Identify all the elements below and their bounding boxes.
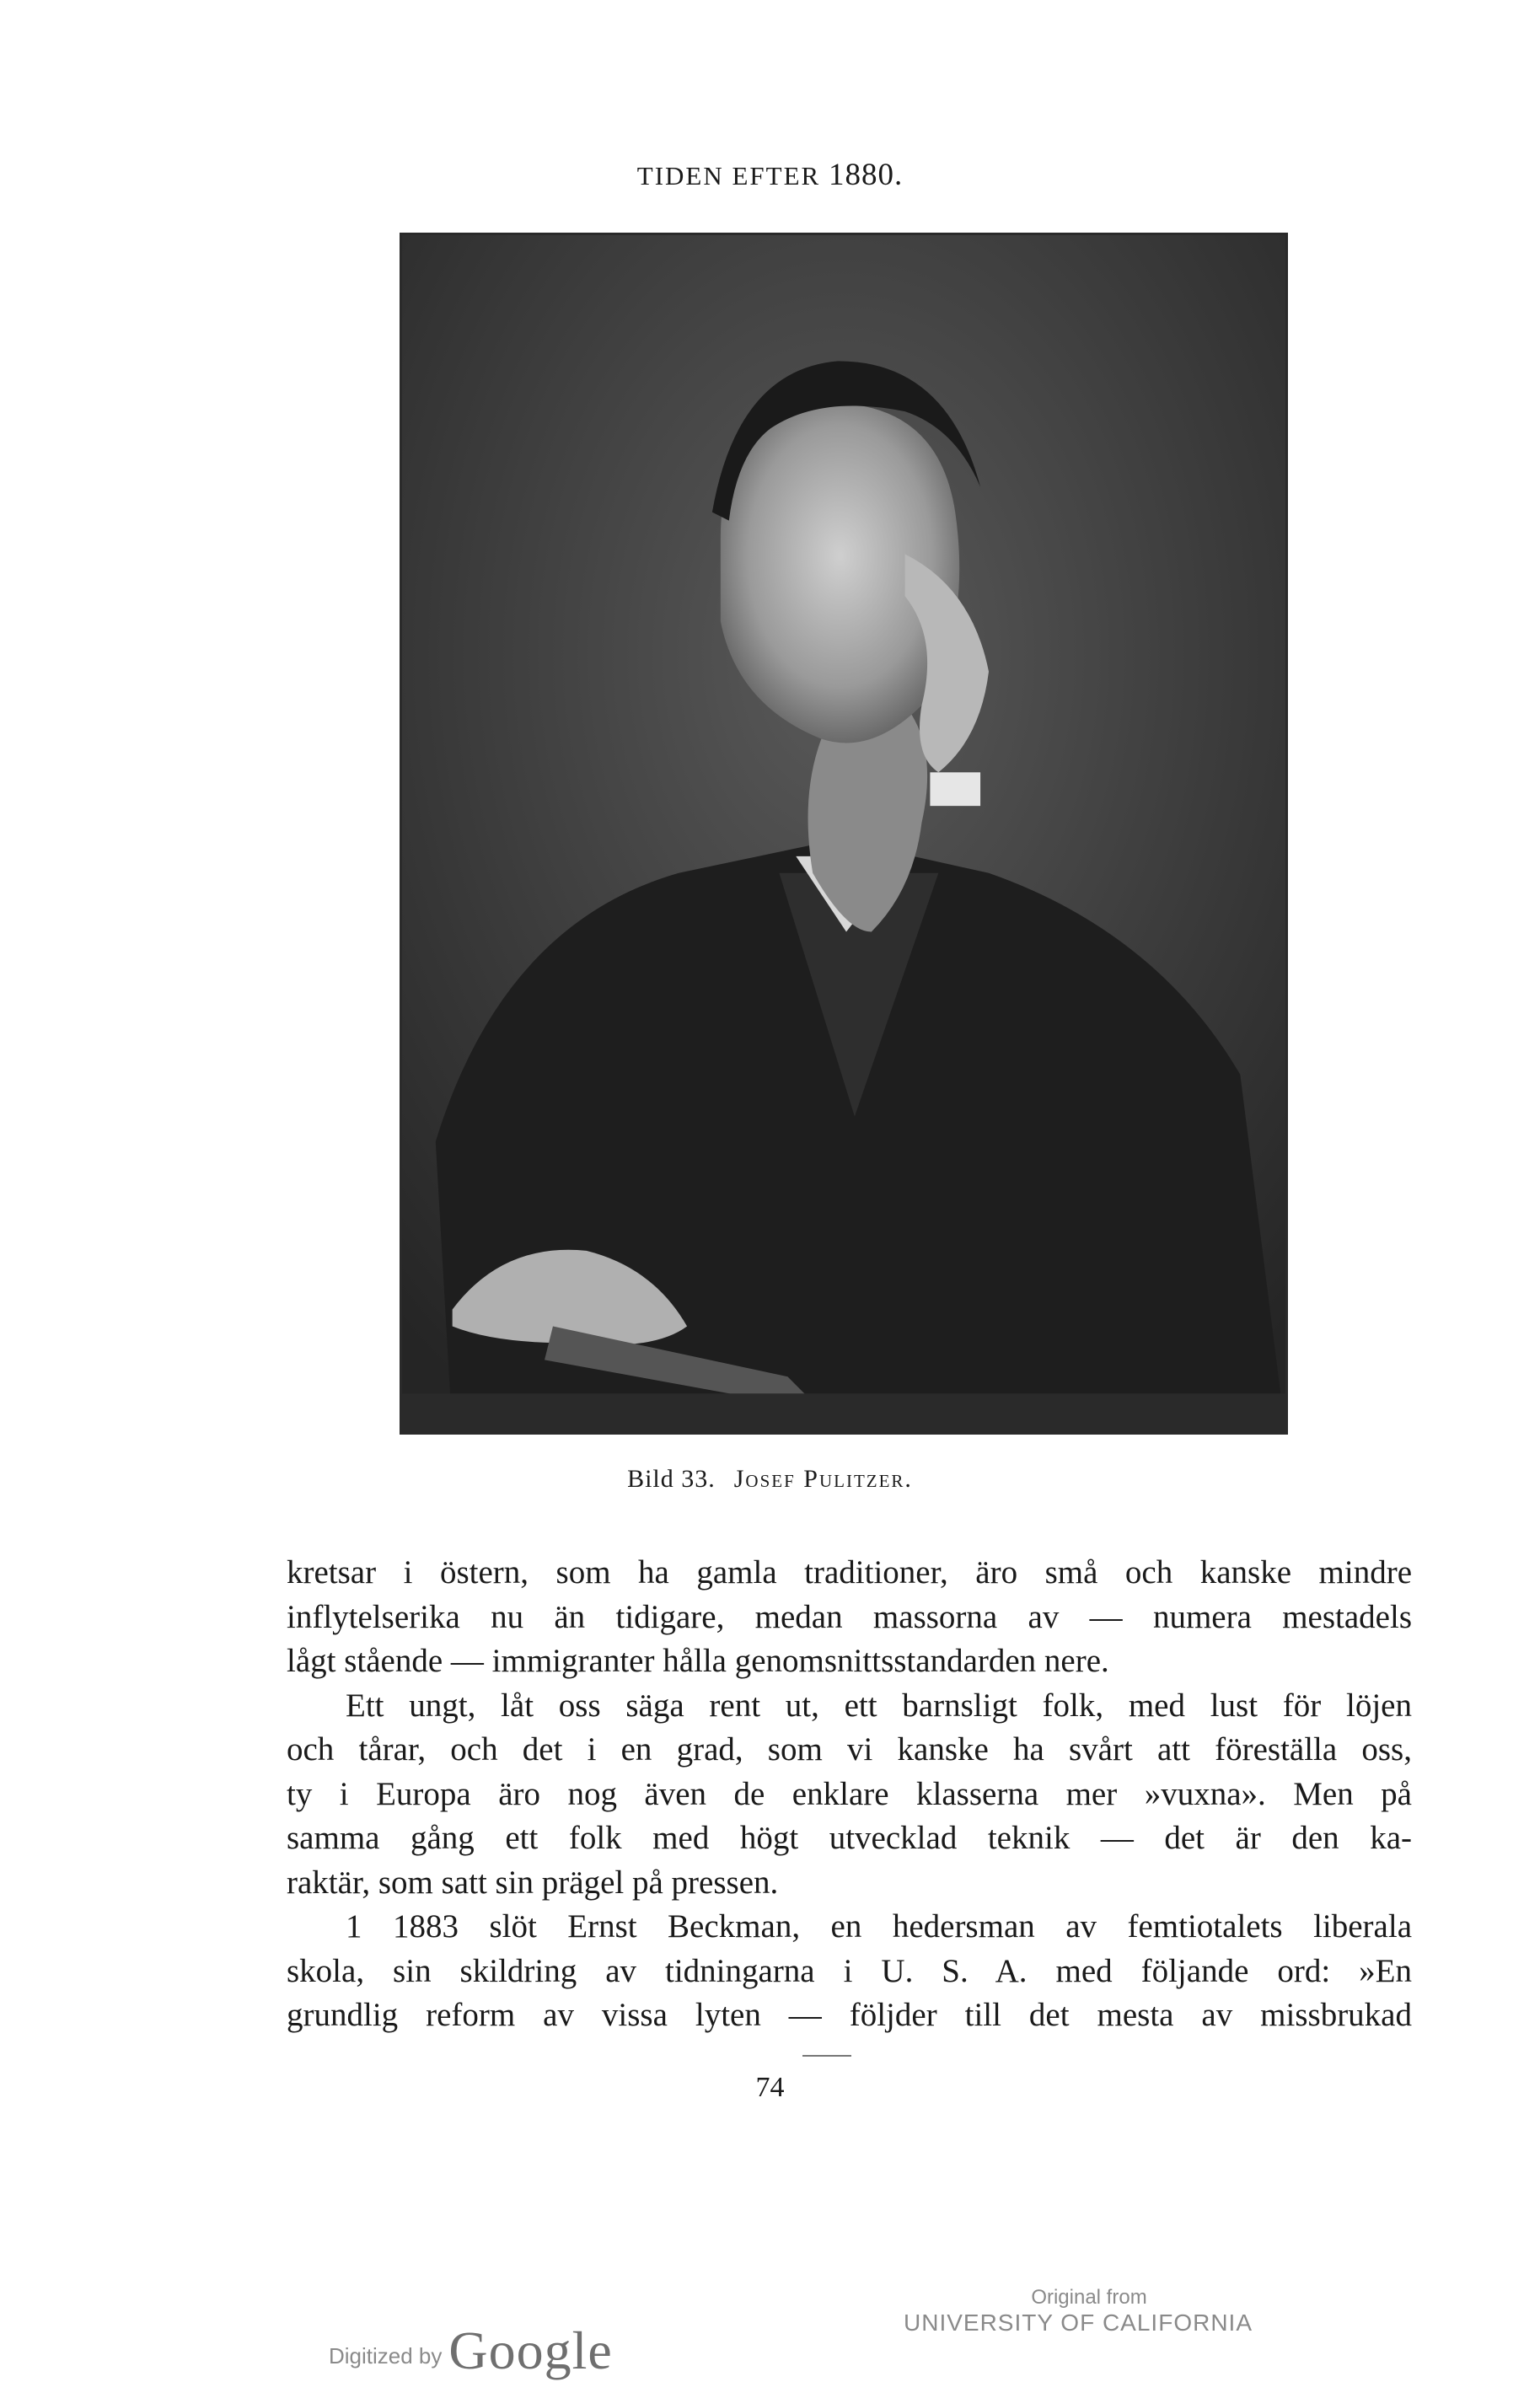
text-line: Ett ungt, låt oss säga rent ut, ett barnsligt folk, med lust för löjen — [346, 1687, 1412, 1724]
caption-label: Bild 33. — [627, 1465, 716, 1493]
google-logo: Google — [448, 2320, 613, 2380]
original-from-mark — [904, 2286, 1253, 2336]
running-head — [0, 157, 1540, 193]
portrait-plate — [400, 233, 1288, 1435]
digitized-by-label: Digitized by — [329, 2343, 443, 2369]
text-line: kretsar i östern, som ha gamla traditioner, äro små och kanske mindre — [287, 1554, 1412, 1591]
running-head-year: 1880. — [828, 158, 904, 192]
text-line: inflytelserika nu än tidigare, medan massorna av — numera mestadels — [287, 1598, 1412, 1635]
text-line: ty i Europa äro nog även de enklare klasserna mer »vuxna». Men på — [287, 1775, 1412, 1812]
text-line: skola, sin skildring av tidningarna i U. S. A. med följande ord: »En — [287, 1952, 1412, 1989]
text-line: samma gång ett folk med högt utvecklad teknik — det är den ka- — [287, 1820, 1412, 1856]
body-text — [287, 1551, 1412, 2038]
text-line: och tårar, och det i en grad, som vi kanske ha svårt att föreställa oss, — [287, 1731, 1412, 1768]
caption-name: Josef Pulitzer. — [733, 1465, 913, 1493]
text-line: lågt stående — immigranter hålla genomsnittsstandarden nere. — [287, 1643, 1109, 1679]
digitized-by-mark — [329, 2320, 613, 2382]
original-from-label: Original from — [1031, 2286, 1147, 2309]
figure-caption — [0, 1465, 1540, 1494]
text-line: grundlig reform av vissa lyten — följder till det mesta av missbrukad — [287, 1997, 1412, 2033]
portrait-photo — [402, 235, 1285, 1432]
page-number: 74 — [755, 2072, 785, 2103]
text-line: 1 1883 slöt Ernst Beckman, en hedersman av femtiotalets liberala — [346, 1908, 1412, 1945]
text-line: raktär, som satt sin prägel på pressen. — [287, 1864, 779, 1901]
running-head-title: TIDEN EFTER — [636, 161, 821, 190]
institution-name: UNIVERSITY OF CALIFORNIA — [904, 2310, 1253, 2336]
folio-rule — [802, 2055, 851, 2057]
